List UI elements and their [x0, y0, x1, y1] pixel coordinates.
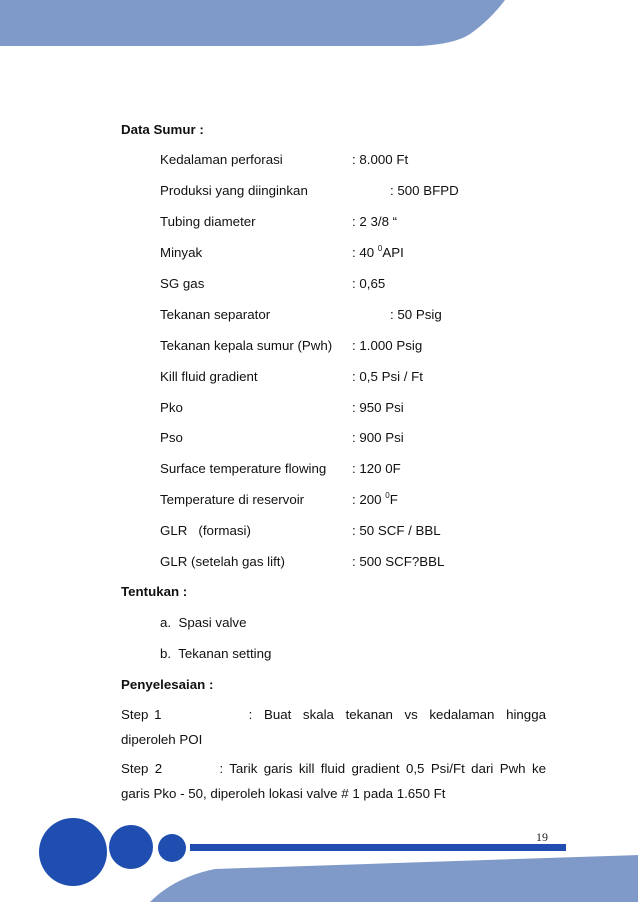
- data-value-minyak: : 40 $^0$API: [352, 244, 404, 260]
- heading-tentukan: Tentukan :: [121, 584, 188, 599]
- data-label-minyak: Minyak: [160, 245, 203, 260]
- page-number: 19: [536, 830, 548, 844]
- step-1-line-2: diperoleh POI: [121, 732, 203, 747]
- data-label-kill-fluid: Kill fluid gradient: [160, 369, 258, 384]
- footer-decoration: [0, 805, 638, 902]
- data-value-kill-fluid: : 0,5 Psi / Ft: [352, 369, 423, 384]
- step-2-paragraph: [121, 756, 546, 806]
- heading-data-sumur: Data Sumur :: [121, 122, 204, 137]
- tentukan-item-a: a. Spasi valve: [160, 615, 247, 630]
- footer-bar: [190, 844, 566, 851]
- data-label-pso: Pso: [160, 430, 183, 445]
- footer-circle-large: [39, 818, 107, 886]
- data-label-tekanan-separator: Tekanan separator: [160, 307, 271, 322]
- data-label-tubing: Tubing diameter: [160, 214, 256, 229]
- data-value-produksi: : 500 BFPD: [390, 183, 459, 198]
- data-value-tubing: : 2 3/8 “: [352, 214, 398, 229]
- step-1-paragraph: [121, 702, 546, 752]
- footer-circle-medium: [109, 825, 153, 869]
- data-label-sg-gas: SG gas: [160, 276, 205, 291]
- data-value-kedalaman: : 8.000 Ft: [352, 152, 409, 167]
- footer-circle-small: [158, 834, 186, 862]
- data-value-pko: : 950 Psi: [352, 400, 404, 415]
- data-label-kedalaman: Kedalaman perforasi: [160, 152, 283, 167]
- data-value-reservoir-temp: : 200 $^0$F: [352, 491, 398, 507]
- data-label-reservoir-temp: Temperature di reservoir: [160, 492, 305, 507]
- data-label-produksi: Produksi yang diinginkan: [160, 183, 308, 198]
- data-value-pwh: : 1.000 Psig: [352, 338, 423, 353]
- data-value-pso: : 900 Psi: [352, 430, 404, 445]
- data-label-surface-temp: Surface temperature flowing: [160, 461, 327, 476]
- data-label-glr-formasi: GLR (formasi): [160, 523, 251, 538]
- step-1-line-1: Step 1 : Buat skala tekanan vs kedalaman hingga: [121, 707, 546, 722]
- data-value-sg-gas: : 0,65: [352, 276, 386, 291]
- data-value-tekanan-separator: : 50 Psig: [390, 307, 442, 322]
- footer-wave: [150, 855, 638, 902]
- tentukan-item-b: b. Tekanan setting: [160, 646, 272, 661]
- data-label-pwh: Tekanan kepala sumur (Pwh): [160, 338, 333, 353]
- data-value-glr-setelah: : 500 SCF?BBL: [352, 554, 445, 569]
- data-label-pko: Pko: [160, 400, 183, 415]
- step-2-line-1: Step 2 : Tarik garis kill fluid gradient 0,5 Psi/Ft dari Pwh ke: [121, 761, 546, 776]
- data-label-glr-setelah: GLR (setelah gas lift): [160, 554, 285, 569]
- step-2-line-2: garis Pko - 50, diperoleh lokasi valve # 1 pada 1.650 Ft: [121, 786, 446, 801]
- heading-penyelesaian: Penyelesaian :: [121, 677, 214, 692]
- data-value-glr-formasi: : 50 SCF / BBL: [352, 523, 441, 538]
- data-value-surface-temp: : 120 0F: [352, 461, 401, 476]
